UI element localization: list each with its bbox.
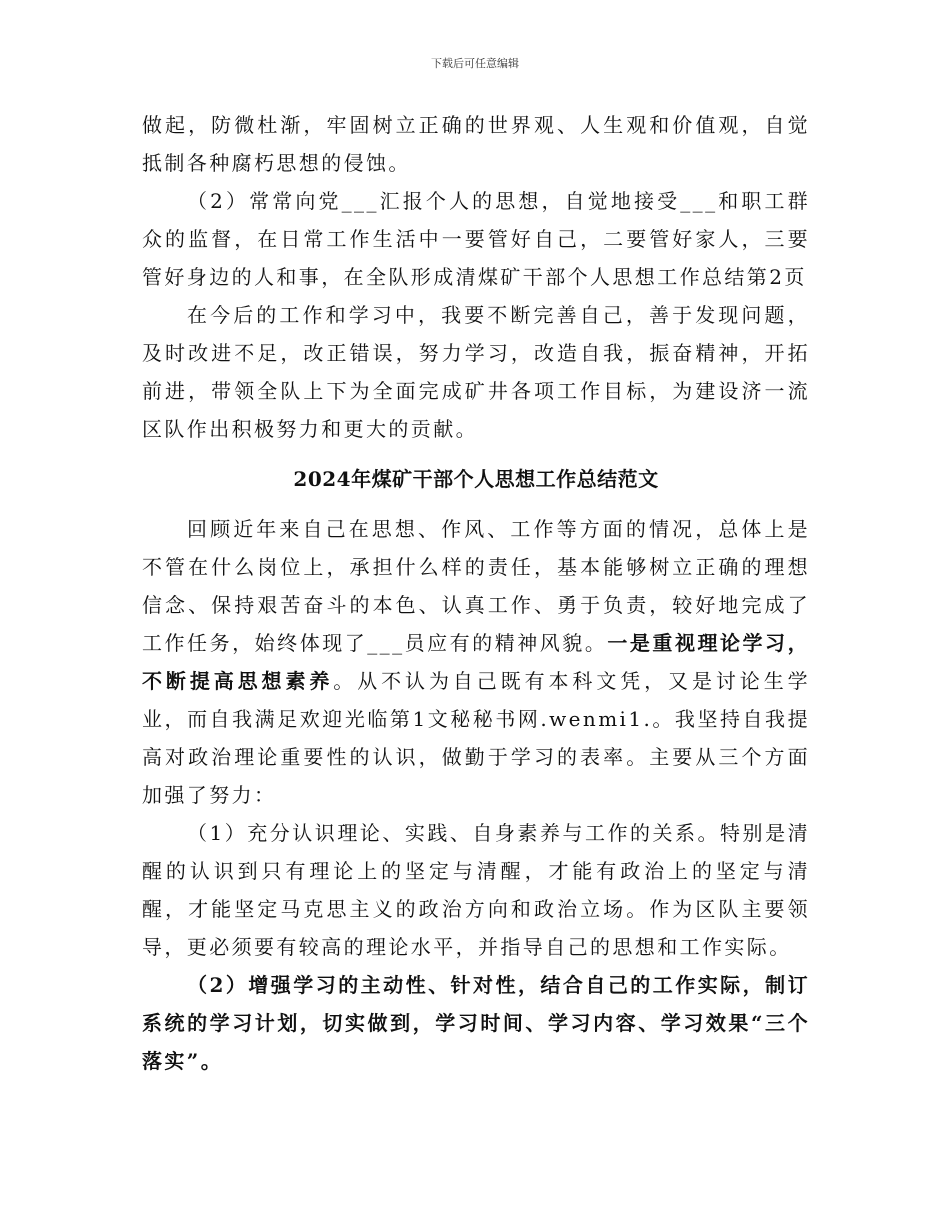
section-title: 2024年煤矿干部个人思想工作总结范文 <box>293 467 659 491</box>
page-header: 下载后可任意编辑 <box>431 57 519 70</box>
paragraph-item-2: （2）常常向党___汇报个人的思想，自觉地接受___和职工群众的监督，在日常工作生活中一要管好自己，二要管好家人，三要管好身边的人和事，在全队形成清煤矿干部个人思想工作总结第2页 <box>142 189 810 289</box>
paragraph-review <box>142 510 810 814</box>
document-body <box>142 106 810 1080</box>
paragraph-future-work: 在今后的工作和学习中，我要不断完善自己，善于发现问题，及时改进不足，改正错误，努力学习，改造自我，振奋精神，开拓前进，带领全队上下为全面完成矿井各项工作目标，为建设济一流区队作出积极努力和更大的贡献。 <box>142 303 810 441</box>
review-text-b: 。从不认为自己既有本科文凭，又是讨论生学业，而自我满足欢迎光临第1文秘秘书网.wenmi1.。我坚持自我提高对政治理论重要性的认识，做勤于学习的表率。主要从三个方面加强了努力： <box>142 669 811 807</box>
review-text-a: 回顾近年来自己在思想、作风、工作等方面的情况，总体上是不管在什么岗位上，承担什么样的责任，基本能够树立正确的理想信念、保持艰苦奋斗的本色、认真工作、勇于负责，较好地完成了工作任务，始终体现了___员应有的精神风貌。 <box>142 517 810 655</box>
paragraph-theory-item-1: （1）充分认识理论、实践、自身素养与工作的关系。特别是清醒的认识到只有理论上的坚定与清醒，才能有政治上的坚定与清醒，才能坚定马克思主义的政治方向和政治立场。作为区队主要领导，更必须要有较高的理论水平，并指导自己的思想和工作实际。 <box>142 821 810 959</box>
review-bold-heading: 一是重视理论学习，不断提高思想素养 <box>142 631 810 693</box>
paragraph-continuation: 做起，防微杜渐，牢固树立正确的世界观、人生观和价值观，自觉抵制各种腐朽思想的侵蚀。 <box>142 113 810 175</box>
paragraph-theory-item-2: （2）增强学习的主动性、针对性，结合自己的工作实际，制订系统的学习计划，切实做到，学习时间、学习内容、学习效果“三个落实”。 <box>142 973 810 1073</box>
